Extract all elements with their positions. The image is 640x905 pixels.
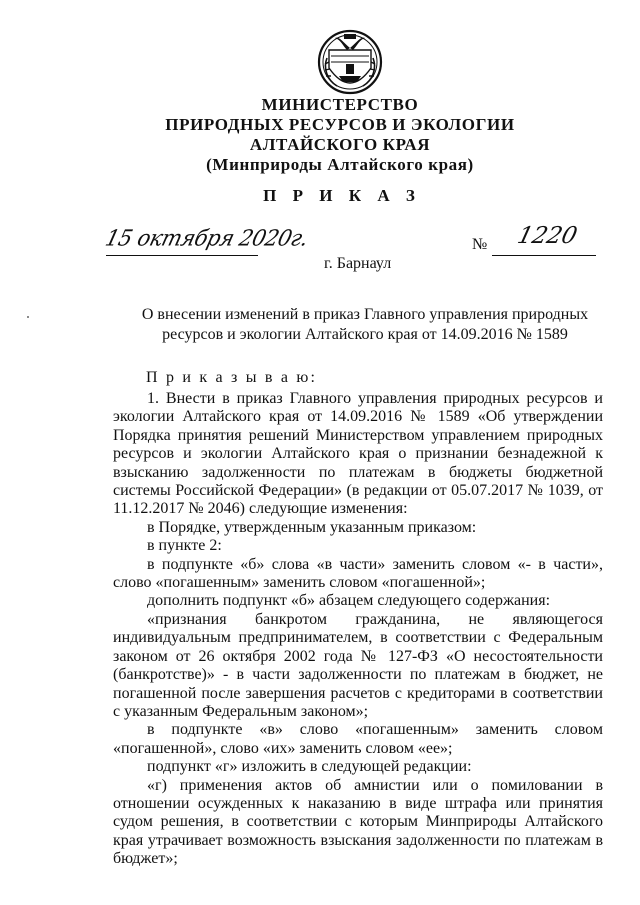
order-body (113, 390, 603, 869)
date-underline (106, 255, 258, 256)
paragraph: «г) применения актов об амнистии или о помиловании в отношении осужденных к наказанию в виде штрафа или принятия судом решения, в соответствии с которым Минприроды Алтайского края утрачивает возможность взыскания задолженности по платежам в бюджет»; (113, 776, 603, 868)
order-date: 15 октября 2020г. (102, 225, 311, 251)
city: г. Барнаул (324, 255, 392, 272)
paragraph: дополнить подпункт «б» абзацем следующего содержания: (147, 592, 551, 610)
paragraph: в подпункте «в» слово «погашенным» заменить словом «погашенной», слово «их» заменить словом «ее»; (113, 721, 603, 757)
ministry-title: МИНИСТЕРСТВО (261, 95, 419, 114)
order-number: 1220 (514, 223, 580, 249)
ministry-title-line3: АЛТАЙСКОГО КРАЯ (249, 135, 431, 154)
number-underline (492, 255, 596, 256)
order-directive: П р и к а з ы в а ю: (146, 369, 318, 386)
paragraph: в пункте 2: (147, 537, 222, 555)
number-label: № (472, 236, 488, 253)
altai-krai-coat-of-arms-icon (317, 28, 383, 96)
paragraph: 1. Внести в приказ Главного управления природных ресурсов и экологии Алтайского края от 14.09.2016 № 1589 «Об утверждении Порядка принятия решений Министерством управлением природных ресурсов и экологии Алтайского края о признании безнадежной к взысканию задолженности по платежам в бюджеты бюджетной системы Российской Федерации» (в редакции от 05.07.2017 № 1039, от 11.12.2017 № 2046) следующие изменения: (113, 390, 603, 518)
scan-speck (27, 316, 29, 318)
order-subject: О внесении изменений в приказ Главного управления природных ресурсов и экологии Алтайского края от 14.09.2016 № 1589 (141, 306, 589, 343)
paragraph: в подпункте «б» слова «в части» заменить словом «- в части», слово «погашенным» заменить словом «погашенной»; (113, 555, 603, 592)
document-type: П Р И К А З (263, 186, 421, 205)
paragraph: в Порядке, утвержденным указанным приказом: (147, 518, 477, 536)
ministry-short-name: (Минприроды Алтайского края) (206, 155, 474, 174)
paragraph: «признания банкротом гражданина, не являющегося индивидуальным предпринимателем, в соответствии с Федеральным законом от 26 октября 2002 года № 127-ФЗ «О несостоятельности (банкротстве)» - в части задолженности по платежам в бюджет, не погашенной после завершения расчетов с кредиторами в соответствии с указанным Федеральным законом»; (113, 610, 603, 720)
ministry-title-line2: ПРИРОДНЫХ РЕСУРСОВ И ЭКОЛОГИИ (165, 115, 515, 134)
paragraph: подпункт «г» изложить в следующей редакции: (147, 758, 472, 776)
